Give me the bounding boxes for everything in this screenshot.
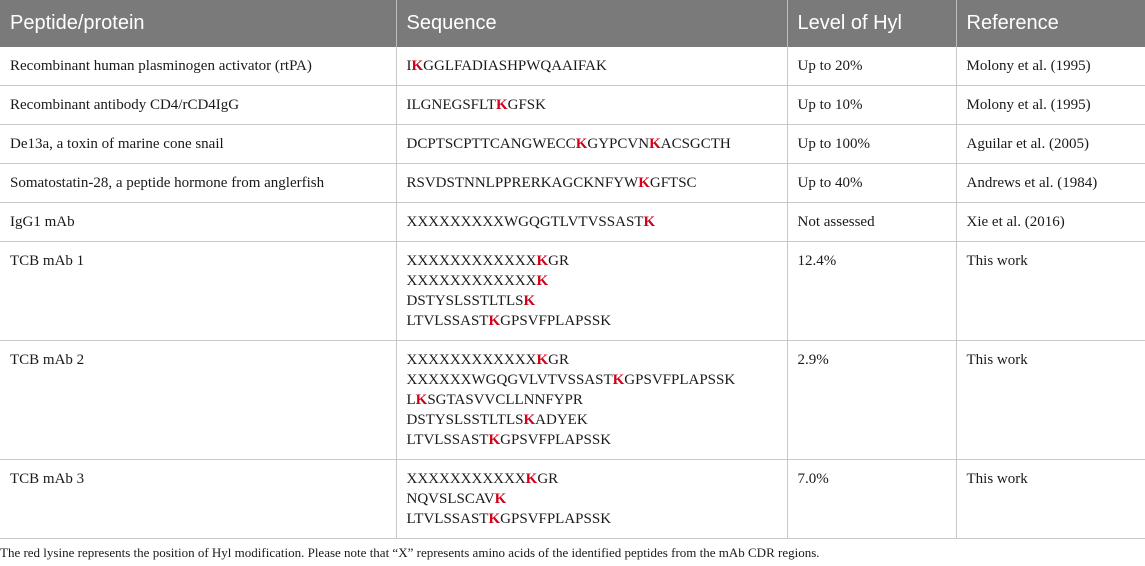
cell-protein: TCB mAb 3: [0, 460, 396, 539]
table-body: [0, 47, 1145, 539]
hyl-lysine: K: [612, 372, 625, 388]
cell-reference: Aguilar et al. (2005): [956, 125, 1145, 164]
cell-sequence: [396, 125, 787, 164]
cell-level: 2.9%: [787, 341, 956, 460]
cell-sequence: [396, 203, 787, 242]
cell-reference: Molony et al. (1995): [956, 47, 1145, 86]
sequence-line: [407, 489, 777, 509]
sequence-line: [407, 410, 777, 430]
sequence-line: [407, 271, 777, 291]
table-row: [0, 460, 1145, 539]
hyl-lysine: K: [488, 432, 501, 448]
hyl-lysine: K: [649, 136, 661, 152]
table-row: [0, 203, 1145, 242]
sequence-line: [407, 212, 777, 232]
sequence-segment: XXXXXXXXXXXX: [406, 273, 537, 289]
cell-reference: This work: [956, 460, 1145, 539]
cell-sequence: [396, 242, 787, 341]
table-row: [0, 125, 1145, 164]
cell-level: Up to 10%: [787, 86, 956, 125]
header-row: [0, 0, 1145, 47]
cell-sequence: [396, 341, 787, 460]
cell-level: Up to 100%: [787, 125, 956, 164]
sequence-segment: I: [406, 58, 412, 74]
cell-reference: Xie et al. (2016): [956, 203, 1145, 242]
sequence-segment: ADYEK: [535, 412, 588, 428]
cell-protein: De13a, a toxin of marine cone snail: [0, 125, 396, 164]
hyl-lysine: K: [411, 58, 424, 74]
sequence-line: [407, 311, 777, 331]
sequence-segment: XXXXXXXXXXXX: [406, 352, 537, 368]
sequence-segment: XXXXXXXXXXXX: [406, 253, 537, 269]
cell-protein: TCB mAb 2: [0, 341, 396, 460]
header-sequence: Sequence: [396, 0, 787, 47]
sequence-segment: SGTASVVCLLNNFYPR: [427, 392, 583, 408]
sequence-segment: ACSGCTH: [660, 136, 731, 152]
hyl-lysine: K: [536, 352, 549, 368]
table-row: [0, 341, 1145, 460]
cell-protein: Recombinant human plasminogen activator (rtPA): [0, 47, 396, 86]
sequence-segment: GGLFADIASHPWQAAIFAK: [423, 58, 607, 74]
hyl-lysine: K: [523, 293, 536, 309]
cell-sequence: [396, 86, 787, 125]
sequence-line: [407, 370, 777, 390]
sequence-segment: DSTYSLSSTLTLS: [406, 293, 524, 309]
table-row: [0, 164, 1145, 203]
sequence-segment: GR: [537, 471, 559, 487]
sequence-segment: XXXXXXXXXXX: [406, 471, 526, 487]
hyl-lysine: K: [488, 511, 501, 527]
sequence-segment: GPSVFPLAPSSK: [500, 511, 612, 527]
cell-level: Not assessed: [787, 203, 956, 242]
sequence-line: [407, 95, 777, 115]
hyl-lysine: K: [575, 136, 588, 152]
sequence-line: [407, 291, 777, 311]
sequence-line: [407, 430, 777, 450]
table-row: [0, 242, 1145, 341]
cell-level: 12.4%: [787, 242, 956, 341]
sequence-segment: XXXXXXXXXWGQGTLVTVSSAST: [406, 214, 644, 230]
cell-protein: IgG1 mAb: [0, 203, 396, 242]
hyl-lysine: K: [415, 392, 428, 408]
cell-sequence: [396, 164, 787, 203]
cell-reference: Molony et al. (1995): [956, 86, 1145, 125]
sequence-line: [407, 56, 777, 76]
cell-reference: Andrews et al. (1984): [956, 164, 1145, 203]
header-protein: Peptide/protein: [0, 0, 396, 47]
sequence-segment: NQVSLSCAV: [406, 491, 495, 507]
sequence-segment: DCPTSCPTTCANGWECC: [406, 136, 576, 152]
cell-protein: Somatostatin-28, a peptide hormone from anglerfish: [0, 164, 396, 203]
sequence-segment: GFSK: [507, 97, 546, 113]
sequence-line: [407, 469, 777, 489]
sequence-segment: XXXXXXWGQGVLVTVSSAST: [406, 372, 613, 388]
cell-level: 7.0%: [787, 460, 956, 539]
hyl-lysine: K: [536, 273, 549, 289]
sequence-segment: ILGNEGSFLT: [406, 97, 496, 113]
cell-level: Up to 20%: [787, 47, 956, 86]
hyl-lysine: K: [525, 471, 538, 487]
cell-reference: This work: [956, 341, 1145, 460]
header-reference: Reference: [956, 0, 1145, 47]
cell-sequence: [396, 460, 787, 539]
cell-sequence: [396, 47, 787, 86]
sequence-segment: L: [406, 392, 416, 408]
table-footnote: The red lysine represents the position of Hyl modification. Please note that “X” represents amino acids of the identified peptides from the mAb CDR regions.: [0, 545, 820, 560]
hyl-lysine: K: [495, 97, 508, 113]
sequence-line: [407, 350, 777, 370]
sequence-line: [407, 509, 777, 529]
sequence-segment: GFTSC: [649, 175, 697, 191]
sequence-line: [407, 173, 777, 193]
sequence-line: [407, 134, 777, 154]
cell-reference: This work: [956, 242, 1145, 341]
hyl-lysine: K: [638, 175, 650, 191]
sequence-segment: GPSVFPLAPSSK: [624, 372, 736, 388]
header-level: Level of Hyl: [787, 0, 956, 47]
sequence-segment: GYPCVN: [587, 136, 650, 152]
hyl-lysine: K: [536, 253, 549, 269]
hyl-lysine: K: [643, 214, 656, 230]
table-row: [0, 86, 1145, 125]
sequence-segment: LTVLSSAST: [406, 511, 489, 527]
sequence-segment: LTVLSSAST: [406, 313, 489, 329]
sequence-segment: LTVLSSAST: [406, 432, 489, 448]
table-row: [0, 47, 1145, 86]
cell-protein: TCB mAb 1: [0, 242, 396, 341]
hyl-lysine: K: [523, 412, 536, 428]
table-header: [0, 0, 1145, 47]
cell-level: Up to 40%: [787, 164, 956, 203]
sequence-segment: RSVDSTNNLPPRERKAGCKNFYW: [406, 175, 639, 191]
sequence-line: [407, 390, 777, 410]
sequence-segment: GPSVFPLAPSSK: [500, 432, 612, 448]
hyl-lysine: K: [488, 313, 501, 329]
sequence-segment: GPSVFPLAPSSK: [500, 313, 612, 329]
sequence-segment: GR: [548, 253, 570, 269]
sequence-segment: GR: [548, 352, 570, 368]
sequence-segment: DSTYSLSSTLTLS: [406, 412, 524, 428]
cell-protein: Recombinant antibody CD4/rCD4IgG: [0, 86, 396, 125]
sequence-line: [407, 251, 777, 271]
hyl-lysine: K: [494, 491, 507, 507]
